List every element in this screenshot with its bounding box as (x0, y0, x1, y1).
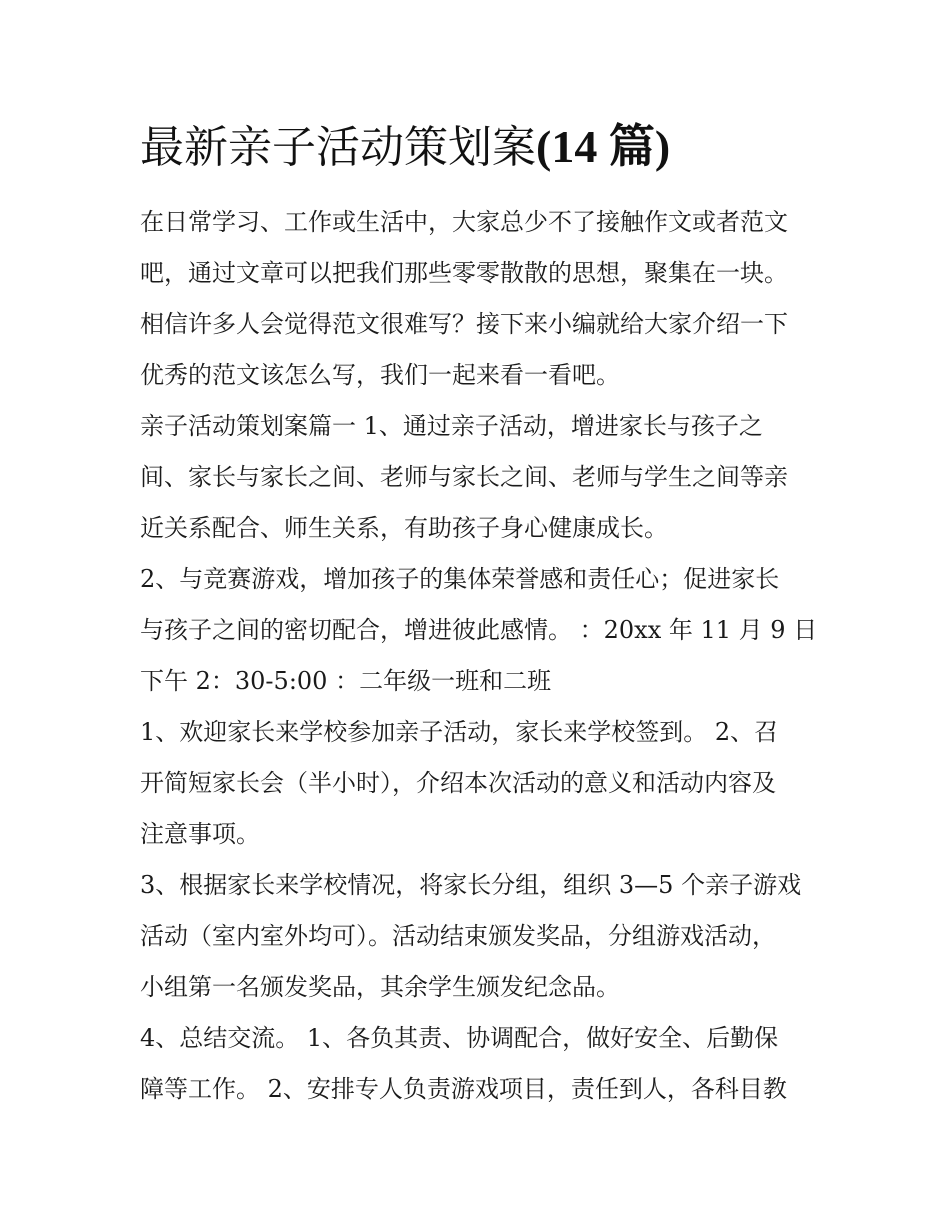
paragraph-steps-3 (140, 860, 820, 1013)
text-line: 优秀的范文该怎么写，我们一起来看一看吧。 (140, 361, 620, 389)
paragraph-time-place (140, 554, 820, 707)
paragraph-summary (140, 1013, 820, 1115)
text-line: 亲子活动策划案篇一 1、通过亲子活动，增进家长与孩子之 (140, 412, 763, 440)
title-main: 最新亲子活动策划案 (140, 122, 536, 173)
text-line: 1、欢迎家长来学校参加亲子活动，家长来学校签到。 2、召 (140, 718, 779, 746)
paragraph-goals (140, 401, 820, 554)
paragraph-intro (140, 197, 820, 401)
text-line: 吧，通过文章可以把我们那些零零散散的思想，聚集在一块。 (140, 259, 788, 287)
text-line: 障等工作。 2、安排专人负责游戏项目，责任到人，各科目教 (140, 1075, 787, 1103)
text-line: 近关系配合、师生关系，有助孩子身心健康成长。 (140, 514, 668, 542)
text-line: 小组第一名颁发奖品，其余学生颁发纪念品。 (140, 973, 620, 1001)
text-line: 3、根据家长来学校情况，将家长分组，组织 3—5 个亲子游戏 (140, 871, 802, 899)
title-count: (14 篇) (536, 121, 671, 172)
document-body (140, 197, 820, 1115)
page-title (140, 112, 840, 183)
text-line: 间、家长与家长之间、老师与家长之间、老师与学生之间等亲 (140, 463, 788, 491)
text-line: 2、与竞赛游戏，增加孩子的集体荣誉感和责任心；促进家长 (140, 565, 780, 593)
text-line: 活动（室内室外均可）。活动结束颁发奖品，分组游戏活动， (140, 922, 776, 950)
text-line: 开简短家长会（半小时），介绍本次活动的意义和活动内容及 (140, 769, 776, 797)
text-line: 在日常学习、工作或生活中，大家总少不了接触作文或者范文 (140, 208, 788, 236)
paragraph-steps-1 (140, 707, 820, 860)
text-line: 与孩子之间的密切配合，增进彼此感情。 ：20xx 年 11 月 9 日 (140, 616, 818, 644)
text-line: 下午 2：30-5:00 ：二年级一班和二班 (140, 667, 552, 695)
text-line: 相信许多人会觉得范文很难写？接下来小编就给大家介绍一下 (140, 310, 788, 338)
text-line: 4、总结交流。 1、各负其责、协调配合，做好安全、后勤保 (140, 1024, 779, 1052)
text-line: 注意事项。 (140, 820, 260, 848)
